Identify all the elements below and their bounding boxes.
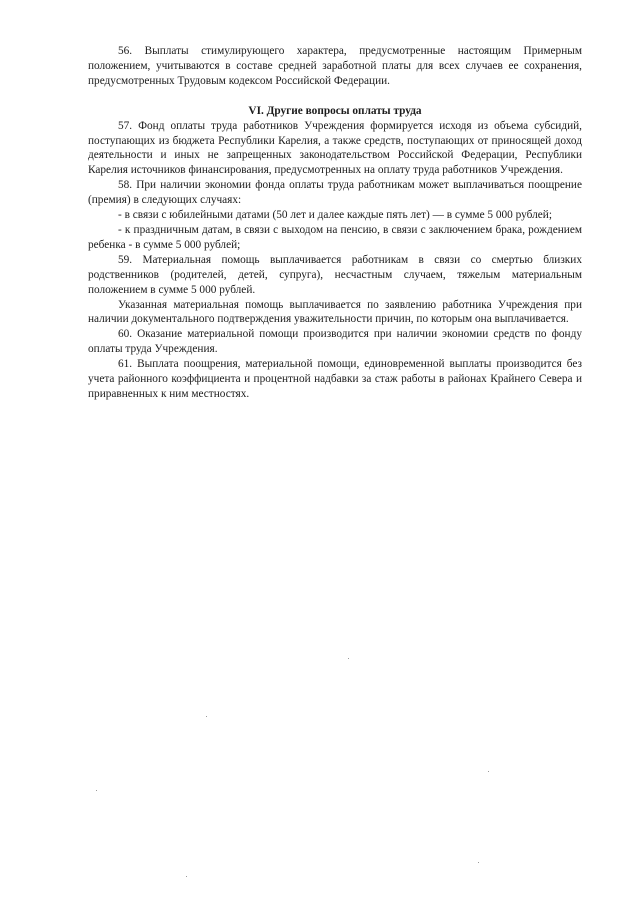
paragraph-58-item-1: - в связи с юбилейными датами (50 лет и далее каждые пять лет) — в сумме 5 000 рублей; — [118, 209, 552, 222]
section-title: VI. Другие вопросы оплаты труда — [248, 104, 422, 117]
paragraph-59-note: Указанная материальная помощь выплачивается по заявлению работника Учреждения при наличии документального подтверждения уважительности причин, по которым она выплачивается. — [88, 298, 582, 326]
scan-speck — [488, 771, 489, 772]
scan-speck — [478, 862, 479, 863]
paragraph-61: 61. Выплата поощрения, материальной помощи, единовременной выплаты производится без учета районного коэффициента и процентной надбавки за стаж работы в районах Крайнего Севера и приравненных к ним местностях. — [88, 358, 582, 400]
paragraph-57: 57. Фонд оплаты труда работников Учреждения формируется исходя из объема субсидий, поступающих из бюджета Республики Карелия, а также средств, поступающих от приносящей доход деятельности и иных не запрещенных законодательством Российской Федерации, Республики Карелия источников финансирования, предусмотренных на оплату труда работников Учреждения. — [88, 119, 582, 177]
paragraph-60: 60. Оказание материальной помощи производится при наличии экономии средств по фонду оплаты труда Учреждения. — [88, 328, 582, 356]
paragraph-56: 56. Выплаты стимулирующего характера, предусмотренные настоящим Примерным положением, учитываются в составе средней заработной платы для всех случаев ее сохранения, предусмотренных Трудовым кодексом Российской Федерации. — [88, 45, 582, 87]
paragraph-58: 58. При наличии экономии фонда оплаты труда работникам может выплачиваться поощрение (премия) в следующих случаях: — [88, 179, 582, 207]
paragraph-58-item-2: - к праздничным датам, в связи с выходом на пенсию, в связи с заключением брака, рождением ребенка - в сумме 5 000 рублей; — [88, 223, 582, 251]
scan-speck — [206, 716, 207, 717]
scan-speck — [348, 658, 349, 659]
scan-speck — [186, 876, 187, 877]
scan-speck — [96, 790, 97, 791]
document-page — [88, 44, 582, 402]
paragraph-59: 59. Материальная помощь выплачивается работникам в связи со смертью близких родственников (родителей, детей, супруга), несчастным случаем, тяжелым материальным положением в сумме 5 000 рублей. — [88, 253, 582, 296]
